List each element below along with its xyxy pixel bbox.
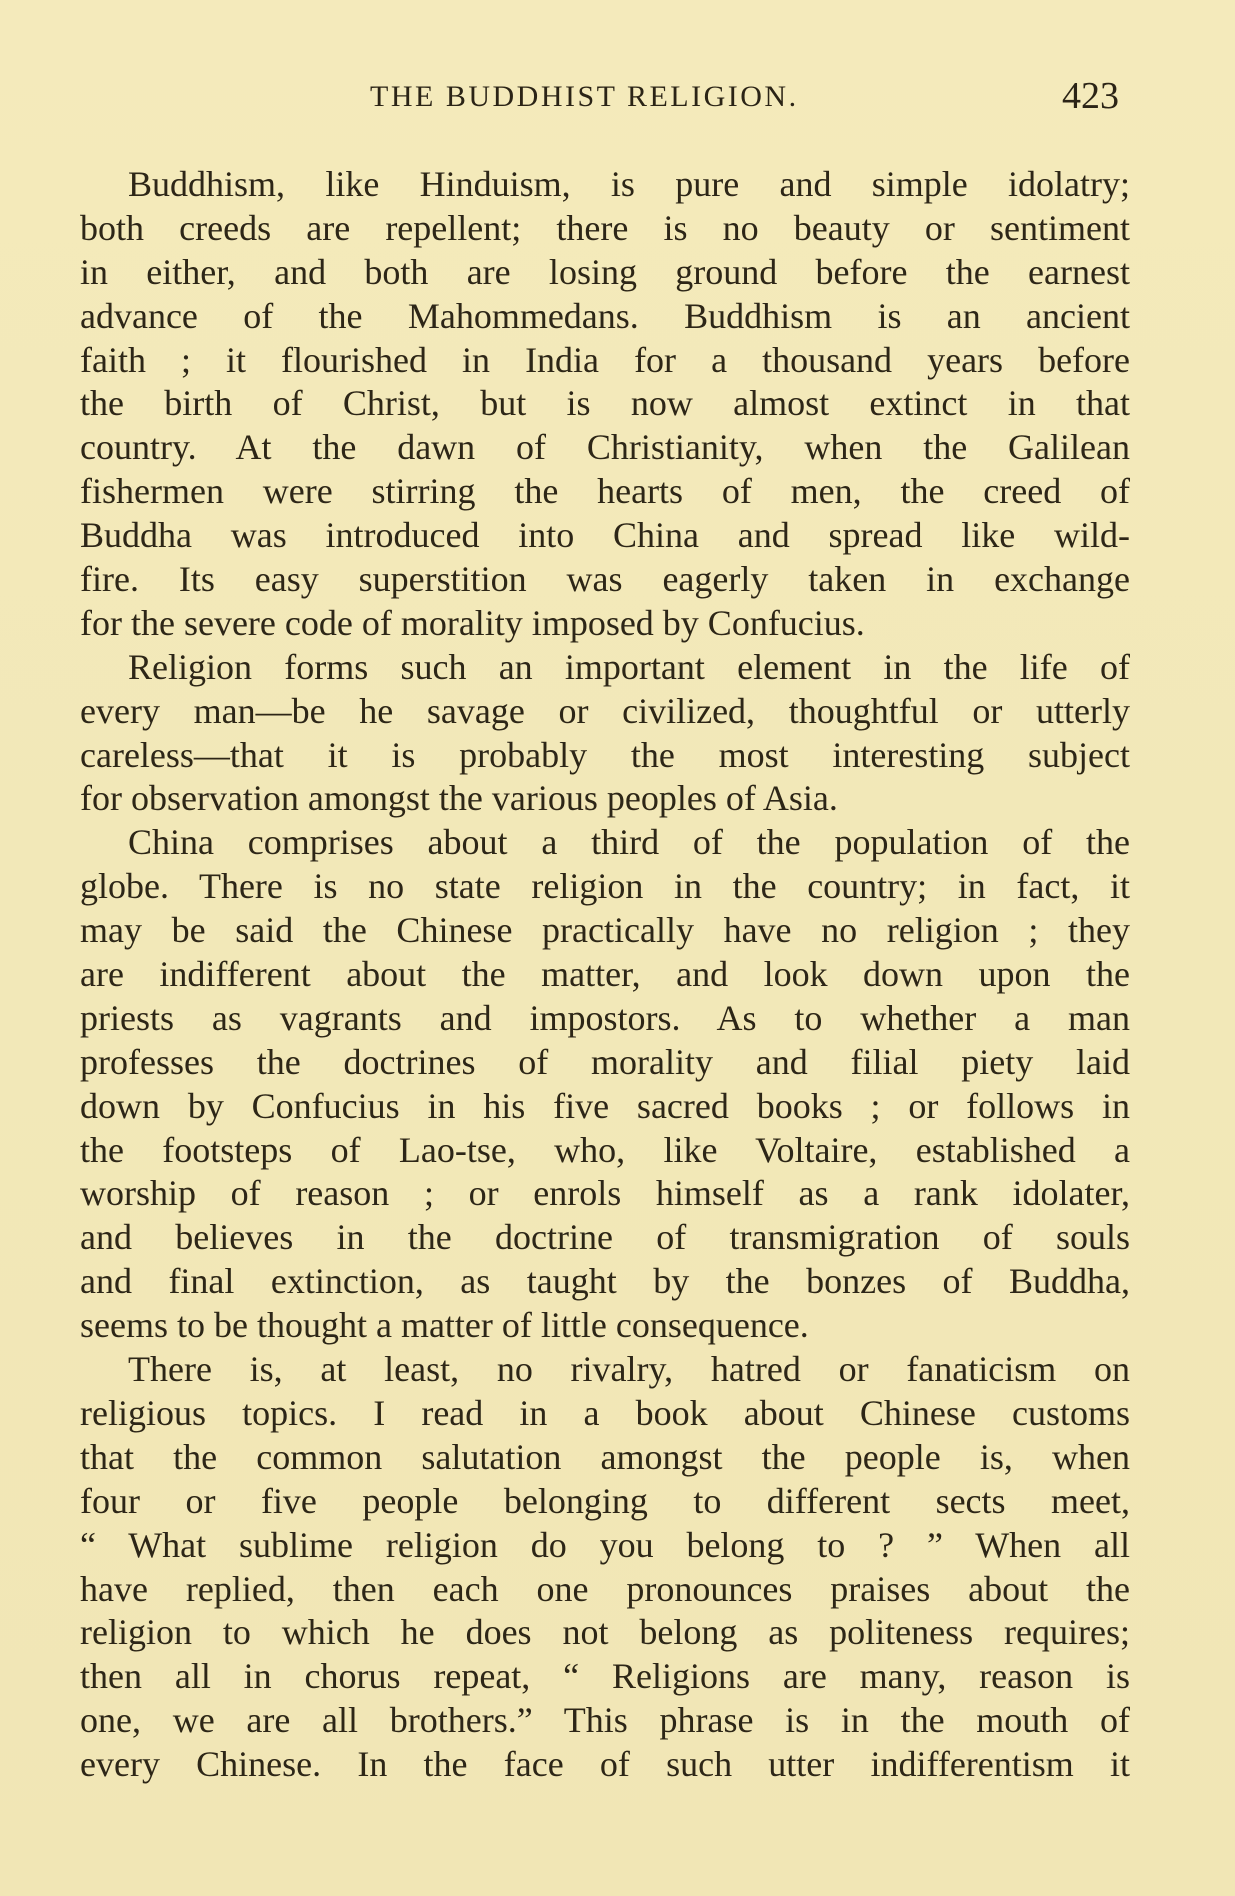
text-line: religious topics. I read in a book about Chinese customs: [80, 1392, 1130, 1433]
page-number: 423: [1062, 75, 1119, 117]
text-line: priests as vagrants and impostors. As to whether a man: [80, 997, 1130, 1038]
text-line: country. At the dawn of Christianity, when the Galilean: [80, 427, 1130, 468]
text-line: Buddha was introduced into China and spread like wild-: [80, 515, 1130, 556]
text-line: fishermen were stirring the hearts of men, the creed of: [80, 471, 1130, 512]
text-line: religion to which he does not belong as politeness requires;: [80, 1612, 1130, 1653]
text-line: for observation amongst the various peoples of Asia.: [80, 778, 838, 819]
text-line: advance of the Mahommedans. Buddhism is an ancient: [80, 295, 1130, 336]
text-line: for the severe code of morality imposed by Confucius.: [80, 602, 865, 643]
text-line: Buddhism, like Hinduism, is pure and simple idolatry;: [128, 164, 1130, 204]
text-line: seems to be thought a matter of little consequence.: [80, 1305, 809, 1346]
running-title: THE BUDDHIST RELIGION.: [370, 80, 799, 113]
text-line: China comprises about a third of the population of the: [128, 822, 1130, 863]
text-line: both creeds are repellent; there is no beauty or sentiment: [80, 207, 1130, 248]
text-line: professes the doctrines of morality and filial piety laid: [80, 1041, 1130, 1082]
text-line: the footsteps of Lao-tse, who, like Voltaire, established a: [80, 1129, 1130, 1170]
text-line: then all in chorus repeat, “ Religions are many, reason is: [80, 1656, 1130, 1697]
text-line: fire. Its easy superstition was eagerly taken in exchange: [80, 559, 1130, 600]
text-line: that the common salutation amongst the people is, when: [80, 1436, 1130, 1477]
text-line: There is, at least, no rivalry, hatred or fanaticism on: [128, 1349, 1130, 1390]
text-line: the birth of Christ, but is now almost extinct in that: [80, 383, 1130, 424]
text-line: four or five people belonging to different sects meet,: [80, 1480, 1130, 1521]
text-line: are indifferent about the matter, and look down upon the: [80, 954, 1130, 995]
text-line: one, we are all brothers.” This phrase is in the mouth of: [80, 1700, 1130, 1741]
text-line: and final extinction, as taught by the bonzes of Buddha,: [80, 1261, 1130, 1302]
text-line: faith ; it flourished in India for a thousand years before: [80, 339, 1130, 380]
text-line: worship of reason ; or enrols himself as a rank idolater,: [80, 1173, 1130, 1214]
body-text: [80, 163, 1130, 1787]
text-line: every man—be he savage or civilized, thoughtful or utterly: [80, 690, 1130, 731]
text-line: and believes in the doctrine of transmigration of souls: [80, 1217, 1130, 1258]
text-line: “ What sublime religion do you belong to ? ” When all: [80, 1524, 1130, 1565]
text-line: careless—that it is probably the most interesting subject: [80, 734, 1130, 775]
text-line: down by Confucius in his five sacred books ; or follows in: [80, 1085, 1130, 1126]
text-line: globe. There is no state religion in the country; in fact, it: [80, 866, 1130, 907]
text-line: Religion forms such an important element in the life of: [128, 646, 1130, 687]
text-line: have replied, then each one pronounces praises about the: [80, 1568, 1130, 1609]
text-line: in either, and both are losing ground before the earnest: [80, 251, 1130, 292]
text-line: may be said the Chinese practically have no religion ; they: [80, 910, 1130, 951]
running-head: [0, 74, 1235, 124]
text-line: every Chinese. In the face of such utter indifferentism it: [80, 1744, 1130, 1785]
